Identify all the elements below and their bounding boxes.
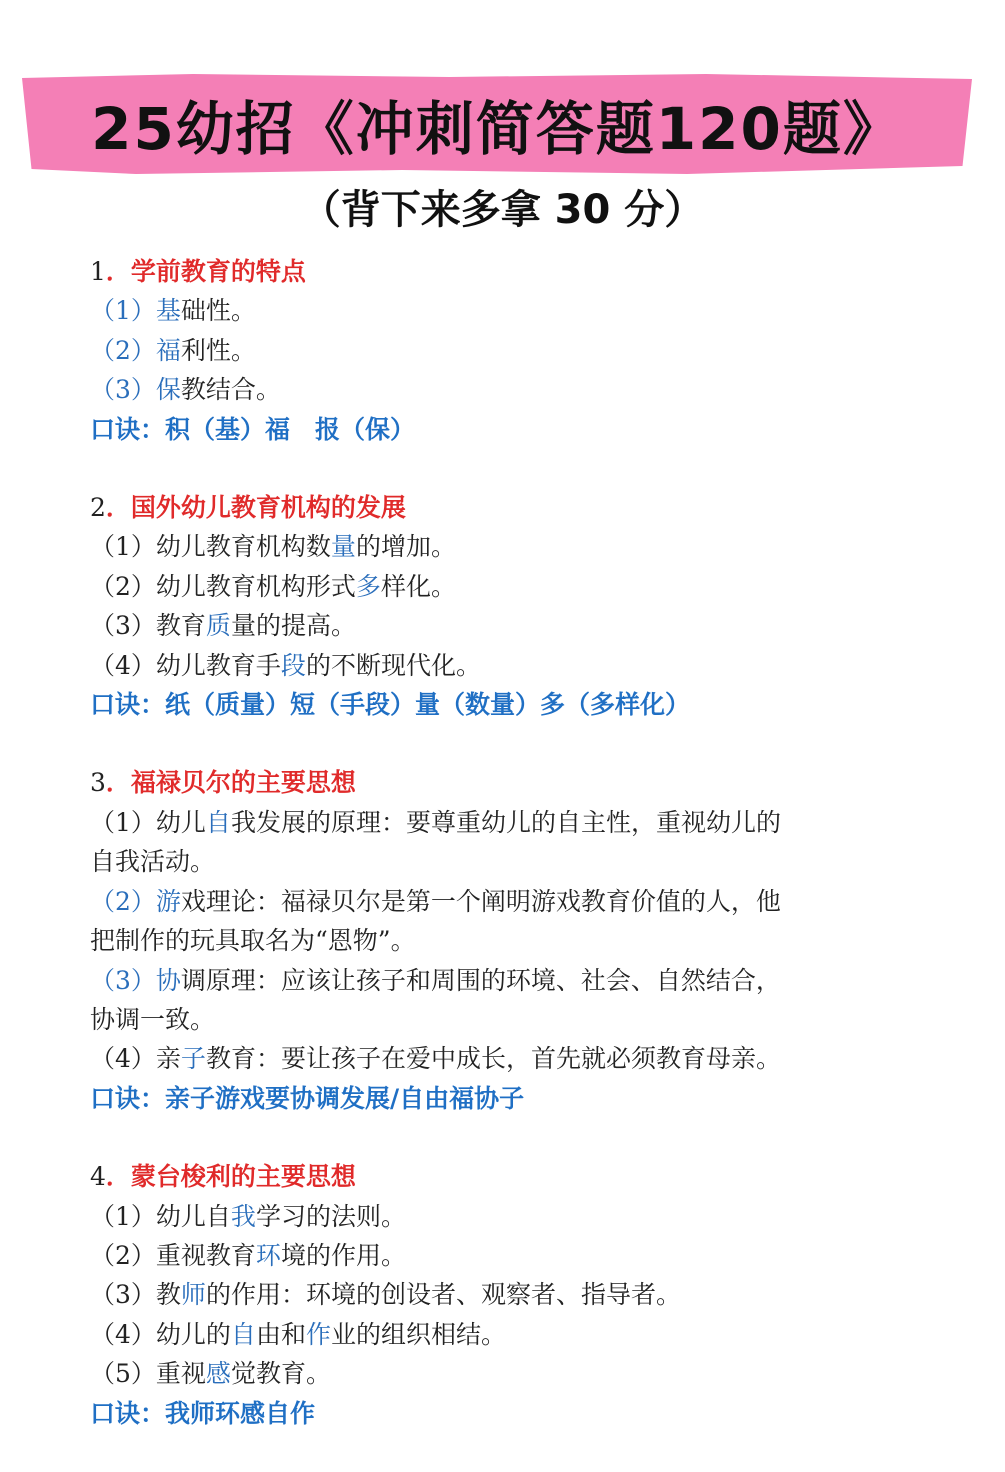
list-item: （2）福利性。	[90, 335, 256, 365]
list-item: （5）重视感觉教育。	[90, 1359, 331, 1389]
list-item: （4）幼儿的自由和作业的组织相结。	[90, 1319, 506, 1349]
list-item: （1）幼儿教育机构数量的增加。	[90, 532, 456, 562]
list-item: （4）幼儿教育手段的不断现代化。	[90, 650, 481, 680]
content-body	[90, 252, 920, 1472]
list-item: （1）基础性。	[90, 296, 256, 326]
mnemonic: 口诀：我师环感自作	[90, 1398, 316, 1428]
list-item: （3）保教结合。	[90, 375, 281, 405]
section-heading: 4．蒙台梭利的主要思想	[90, 1162, 356, 1192]
page-subtitle: （背下来多拿 30 分）	[300, 187, 705, 233]
section-3	[90, 763, 920, 1118]
list-item-continuation: 协调一致。	[90, 1004, 216, 1034]
page-title: 25幼招《冲刺简答题120题》	[91, 95, 903, 163]
section-4	[90, 1157, 920, 1433]
mnemonic: 口诀：积（基）福 报（保）	[90, 414, 416, 444]
section-2	[90, 488, 920, 724]
list-item: （4）亲子教育：要让孩子在爱中成长，首先就必须教育母亲。	[90, 1044, 781, 1074]
section-heading: 2．国外幼儿教育机构的发展	[90, 493, 406, 523]
list-item-continuation: 自我活动。	[90, 847, 216, 877]
list-item: （2）重视教育环境的作用。	[90, 1240, 406, 1270]
list-item: （2）幼儿教育机构形式多样化。	[90, 571, 456, 601]
section-heading: 1．学前教育的特点	[90, 257, 306, 286]
list-item: （2）游戏理论：福禄贝尔是第一个阐明游戏教育价值的人，他	[90, 886, 781, 916]
list-item: （3）教师的作用：环境的创设者、观察者、指导者。	[90, 1280, 681, 1310]
mnemonic: 口诀：纸（质量）短（手段）量（数量）多（多样化）	[90, 690, 691, 720]
section-heading: 3．福禄贝尔的主要思想	[90, 768, 356, 798]
list-item-continuation: 把制作的玩具取名为“恩物”。	[90, 926, 416, 956]
mnemonic: 口诀：亲子游戏要协调发展/自由福协子	[90, 1083, 525, 1113]
list-item: （3）教育质量的提高。	[90, 611, 356, 641]
list-item: （3）协调原理：应该让孩子和周围的环境、社会、自然结合，	[90, 965, 781, 995]
list-item: （1）幼儿自我发展的原理：要尊重幼儿的自主性，重视幼儿的	[90, 807, 781, 837]
list-item: （1）幼儿自我学习的法则。	[90, 1201, 406, 1231]
section-1	[90, 252, 920, 449]
